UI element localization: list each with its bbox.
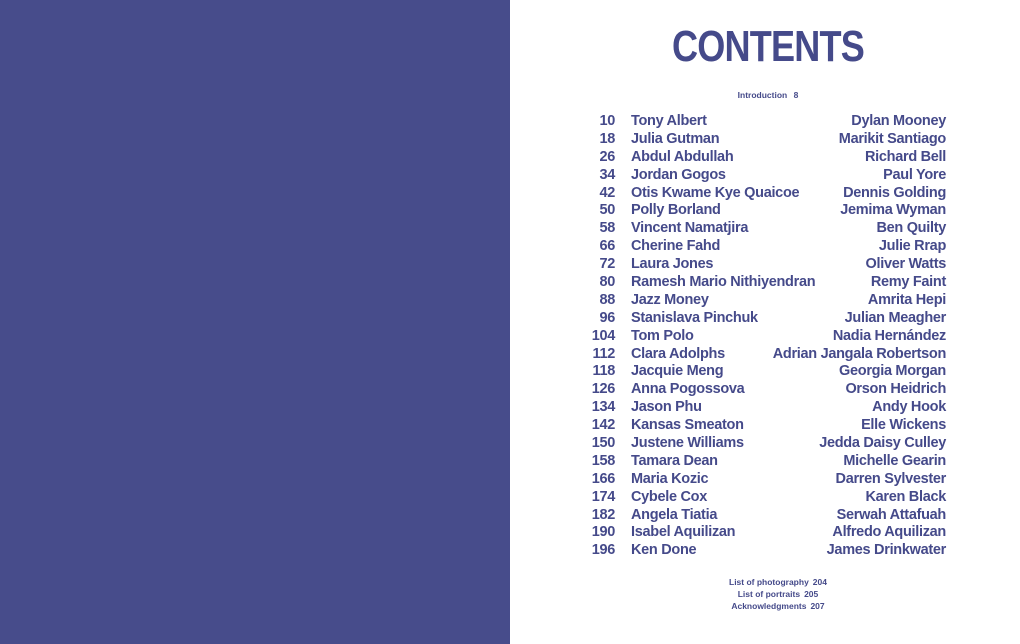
back-matter-page: 204 [812,577,827,587]
contents-list [510,113,1020,560]
contributor-right: Amrita Hepi [867,291,946,308]
contributor-left: Angela Tiatia [631,506,718,523]
contributor-left: Isabel Aquilizan [631,524,736,541]
contributor-left: Otis Kwame Kye Quaicoe [631,184,800,201]
contributor-right: Adrian Jangala Robertson [772,345,946,362]
contributor-left: Jacquie Meng [631,363,724,380]
page-number: 126 [591,381,615,398]
toc-row [510,202,1020,220]
page-number: 104 [591,327,615,344]
contributor-right: Ben Quilty [876,220,946,237]
page-number: 26 [599,148,615,165]
toc-row [510,131,1020,149]
back-matter-page: 205 [804,589,819,599]
toc-row [510,346,1020,364]
contributor-left: Jason Phu [631,399,702,416]
intro-page: 8 [793,90,799,100]
page-number: 18 [599,130,615,147]
toc-row [510,292,1020,310]
page-number: 66 [599,238,615,255]
contributor-left: Clara Adolphs [631,345,725,362]
toc-row [510,328,1020,346]
toc-row [510,238,1020,256]
contributor-right: Dennis Golding [843,184,946,201]
contributor-right: Alfredo Aquilizan [832,524,946,541]
contributor-left: Stanislava Pinchuk [631,309,758,326]
page-number: 72 [599,256,615,273]
back-matter-list [510,576,1020,612]
contributor-right: Dylan Mooney [851,113,946,129]
contributor-right: Orson Heidrich [845,381,946,398]
page-number: 174 [591,488,615,505]
toc-row [510,363,1020,381]
page-number: 142 [591,417,615,434]
contributor-right: Jemima Wyman [840,202,946,219]
contributor-right: Richard Bell [864,148,946,165]
toc-row [510,471,1020,489]
contributor-right: Remy Faint [870,274,946,291]
page-number: 150 [591,435,615,452]
back-matter-item [510,576,1020,588]
toc-row [510,310,1020,328]
toc-row [510,274,1020,292]
toc-row [510,489,1020,507]
page-number: 118 [592,363,615,380]
contributor-right: Karen Black [865,488,946,505]
contributor-right: Elle Wickens [861,417,946,434]
back-matter-label: Acknowledgments [731,601,807,611]
page-title: CONTENTS [672,22,864,71]
page-number: 10 [599,113,615,129]
contributor-right: Michelle Gearin [843,452,946,469]
back-matter-page: 207 [810,601,825,611]
contributor-left: Julia Gutman [631,130,720,147]
contributor-left: Abdul Abdullah [631,148,734,165]
contributor-right: Julie Rrap [878,238,946,255]
contributor-right: Paul Yore [883,166,946,183]
toc-row [510,417,1020,435]
toc-row [510,185,1020,203]
toc-row [510,542,1020,560]
back-matter-item [510,600,1020,612]
intro-line [510,90,1020,100]
contributor-right: James Drinkwater [826,542,946,559]
page-number: 182 [591,506,615,523]
contributor-left: Ken Done [631,542,697,559]
contributor-right: Marikit Santiago [838,130,946,147]
contributor-left: Anna Pogossova [631,381,745,398]
contributor-left: Vincent Namatjira [631,220,749,237]
contributor-left: Jordan Gogos [631,166,726,183]
contributor-left: Jazz Money [631,291,709,308]
toc-row [510,399,1020,417]
page-number: 58 [599,220,615,237]
contributor-right: Oliver Watts [865,256,946,273]
back-matter-label: List of portraits [737,589,801,599]
contributor-right: Darren Sylvester [835,470,946,487]
page-number: 88 [599,291,615,308]
contributor-left: Tom Polo [631,327,694,344]
contributor-left: Polly Borland [631,202,721,219]
back-matter-label: List of photography [729,577,809,587]
toc-row [510,256,1020,274]
page-number: 112 [592,345,615,362]
toc-row [510,167,1020,185]
intro-label: Introduction [737,90,788,100]
page-number: 134 [591,399,615,416]
contributor-left: Kansas Smeaton [631,417,744,434]
page-number: 196 [591,542,615,559]
contributor-left: Cybele Cox [631,488,707,505]
contributor-left: Cherine Fahd [631,238,721,255]
contributor-left: Laura Jones [631,256,714,273]
toc-row [510,149,1020,167]
toc-row [510,453,1020,471]
contributor-right: Julian Meagher [844,309,946,326]
back-matter-item [510,588,1020,600]
page-number: 166 [591,470,615,487]
contents-page [510,0,1020,644]
contributor-right: Jedda Daisy Culley [819,435,946,452]
toc-row [510,220,1020,238]
page-number: 42 [599,184,615,201]
contributor-left: Ramesh Mario Nithiyendran [631,274,816,291]
toc-row [510,113,1020,131]
page-number: 190 [591,524,615,541]
page-number: 34 [599,166,615,183]
toc-row [510,381,1020,399]
toc-row [510,507,1020,525]
toc-row [510,435,1020,453]
contributor-left: Justene Williams [631,435,744,452]
page-number: 50 [599,202,615,219]
toc-row [510,524,1020,542]
contributor-left: Tony Albert [631,113,707,129]
contributor-left: Tamara Dean [631,452,718,469]
contributor-right: Serwah Attafuah [836,506,946,523]
page-number: 158 [591,452,615,469]
page-number: 96 [599,309,615,326]
page-number: 80 [599,274,615,291]
contributor-right: Georgia Morgan [839,363,946,380]
contributor-right: Nadia Hernández [832,327,946,344]
contributor-right: Andy Hook [872,399,946,416]
contributor-left: Maria Kozic [631,470,709,487]
